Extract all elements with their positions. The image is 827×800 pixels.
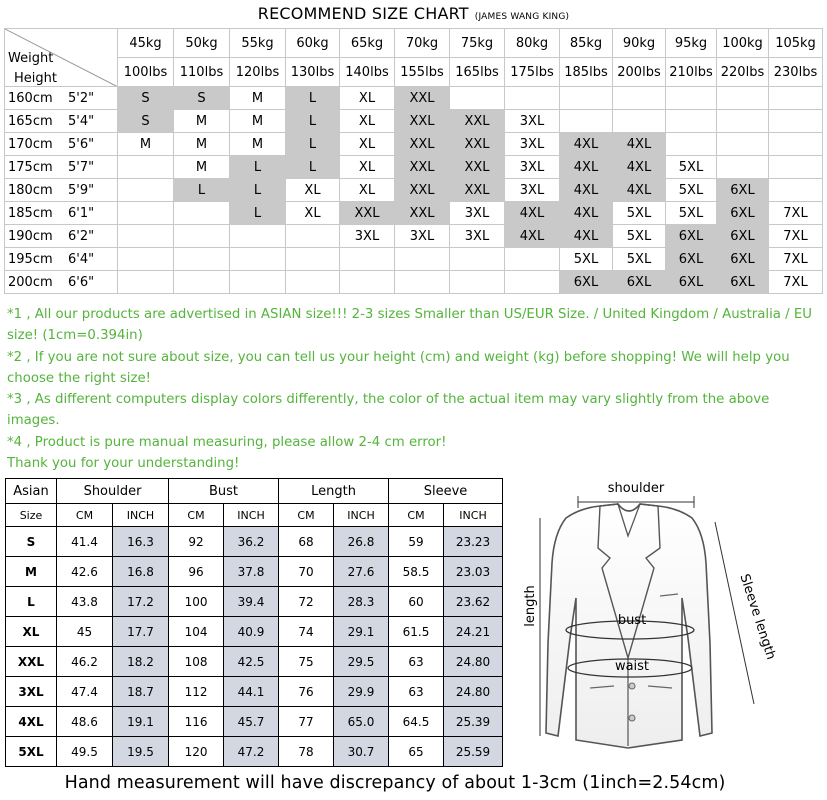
size-cell: 3XL [450,225,505,248]
size-cell [174,202,230,225]
measure-value: 47.2 [224,737,279,767]
measure-value: 104 [169,617,224,647]
measure-value: 24.21 [444,617,503,647]
measure-value: 65 [389,737,444,767]
size-name: M [6,557,57,587]
weight-lbs-header: 165lbs [450,58,505,87]
size-cell [286,225,340,248]
measure-row [6,737,503,767]
weight-kg-header: 55kg [230,29,286,58]
size-cell: S [174,87,230,110]
measure-row [6,647,503,677]
size-cell [230,248,286,271]
size-cell: XL [340,156,395,179]
size-cell: 4XL [505,225,560,248]
height-cm [5,156,118,179]
measure-value: 96 [169,557,224,587]
weight-kg-header: 75kg [450,29,505,58]
measure-value: 60 [389,587,444,617]
weight-lbs-header: 175lbs [505,58,560,87]
measure-value: 18.2 [113,647,169,677]
weight-lbs-header: 155lbs [395,58,450,87]
size-cell: 4XL [560,179,613,202]
size-cell: 3XL [505,133,560,156]
size-cell [118,271,174,294]
size-cell: XL [286,179,340,202]
unit-header: INCH [224,504,279,527]
size-cell [118,156,174,179]
measure-value: 29.1 [334,617,389,647]
measure-value: 44.1 [224,677,279,707]
size-name: XL [6,617,57,647]
size-cell [174,225,230,248]
size-cell [769,133,823,156]
measure-group-header: Length [279,479,389,504]
weight-lbs-header: 140lbs [340,58,395,87]
measure-value: 23.62 [444,587,503,617]
size-cell: 3XL [505,179,560,202]
note-line: *3 , As different computers display colors differently, the color of the actual item may vary slightly from the above images. [7,392,770,429]
height-ft-value: 6'1" [68,205,95,221]
size-cell: 6XL [613,271,666,294]
size-cell [769,110,823,133]
height-ft-value: 5'4" [68,113,95,129]
size-cell [717,87,769,110]
size-cell: 3XL [505,110,560,133]
measure-value: 39.4 [224,587,279,617]
measure-group-header: Sleeve [389,479,503,504]
size-cell [717,156,769,179]
size-cell [613,87,666,110]
size-cell [286,248,340,271]
measure-value: 100 [169,587,224,617]
size-cell: L [230,179,286,202]
measure-value: 65.0 [334,707,389,737]
size-cell: XL [286,202,340,225]
measure-value: 45 [57,617,113,647]
size-cell [717,133,769,156]
measure-value: 120 [169,737,224,767]
size-cell: L [286,87,340,110]
size-cell: XXL [450,179,505,202]
size-cell [118,248,174,271]
measure-value: 58.5 [389,557,444,587]
size-cell [769,87,823,110]
weight-lbs-header: 100lbs [118,58,174,87]
unit-header: CM [169,504,224,527]
measure-value: 25.39 [444,707,503,737]
size-cell: 3XL [340,225,395,248]
size-cell: XXL [395,133,450,156]
size-cell [340,248,395,271]
size-name: L [6,587,57,617]
height-cm [5,202,118,225]
height-cm-value: 195cm [8,251,53,267]
size-cell: XXL [395,87,450,110]
size-cell: XXL [340,202,395,225]
measure-value: 17.2 [113,587,169,617]
note-line: *4 , Product is pure manual measuring, please allow 2-4 cm error! [7,434,447,450]
size-cell [505,87,560,110]
size-cell: XL [340,179,395,202]
size-cell [769,179,823,202]
size-cell: XXL [395,156,450,179]
height-cm [5,179,118,202]
size-name: XXL [6,647,57,677]
size-cell: 3XL [395,225,450,248]
size-cell: M [230,110,286,133]
chart-title-text: RECOMMEND SIZE CHART [257,4,469,23]
size-cell: XL [340,133,395,156]
measure-value: 23.23 [444,527,503,557]
waist-label: waist [614,659,650,674]
weight-kg-row [5,29,823,58]
measure-value: 30.7 [334,737,389,767]
measure-value: 24.80 [444,647,503,677]
size-row [5,156,823,179]
measure-value: 70 [279,557,334,587]
notes-section [7,304,817,474]
size-cell: L [286,110,340,133]
unit-header: CM [389,504,444,527]
size-cell: 6XL [717,271,769,294]
size-cell [286,271,340,294]
size-cell: 6XL [717,202,769,225]
height-cm-value: 185cm [8,205,53,221]
size-cell: 7XL [769,248,823,271]
size-cell: L [230,156,286,179]
weight-kg-header: 70kg [395,29,450,58]
weight-kg-header: 105kg [769,29,823,58]
measure-value: 42.6 [57,557,113,587]
height-ft-value: 6'4" [68,251,95,267]
height-label: Height [14,71,57,86]
measure-value: 61.5 [389,617,444,647]
weight-height-corner [5,29,118,87]
measure-value: 72 [279,587,334,617]
measure-value: 37.8 [224,557,279,587]
size-cell: M [174,133,230,156]
unit-header: INCH [334,504,389,527]
measure-value: 78 [279,737,334,767]
measure-value: 68 [279,527,334,557]
height-ft-value: 5'6" [68,136,95,152]
measure-value: 46.2 [57,647,113,677]
size-row [5,248,823,271]
size-cell: L [286,133,340,156]
height-ft-value: 5'7" [68,159,95,175]
size-cell: 6XL [717,248,769,271]
height-cm-value: 160cm [8,90,53,106]
measure-value: 108 [169,647,224,677]
size-cell: XXL [450,110,505,133]
weight-lbs-row [5,58,823,87]
measure-value: 49.5 [57,737,113,767]
size-cell [505,248,560,271]
size-cell [230,225,286,248]
weight-kg-header: 100kg [717,29,769,58]
weight-kg-header: 95kg [666,29,717,58]
size-row [5,133,823,156]
size-cell [450,271,505,294]
size-chart-table [4,28,823,294]
size-cell: XXL [395,179,450,202]
measure-value: 63 [389,677,444,707]
size-cell: XXL [395,202,450,225]
measure-row [6,587,503,617]
measure-value: 42.5 [224,647,279,677]
size-cell: 4XL [613,179,666,202]
shoulder-label: shoulder [607,481,665,496]
weight-lbs-header: 230lbs [769,58,823,87]
size-row [5,225,823,248]
size-row [5,179,823,202]
measure-value: 92 [169,527,224,557]
size-row [5,202,823,225]
weight-kg-header: 90kg [613,29,666,58]
height-cm-value: 175cm [8,159,53,175]
size-cell: XL [340,110,395,133]
size-cell: 4XL [505,202,560,225]
size-cell [340,271,395,294]
height-cm-value: 170cm [8,136,53,152]
sleeve-label: Sleeve length [736,572,779,662]
size-cell: XL [340,87,395,110]
size-name: 5XL [6,737,57,767]
measure-value: 26.8 [334,527,389,557]
size-cell: 3XL [450,202,505,225]
size-name: 4XL [6,707,57,737]
measure-value: 116 [169,707,224,737]
weight-lbs-header: 220lbs [717,58,769,87]
measure-value: 25.59 [444,737,503,767]
measure-header-row [6,479,503,504]
size-cell [560,110,613,133]
size-cell: 6XL [717,179,769,202]
measure-value: 64.5 [389,707,444,737]
size-cell: 4XL [560,202,613,225]
measure-value: 59 [389,527,444,557]
weight-lbs-header: 120lbs [230,58,286,87]
unit-header: CM [279,504,334,527]
weight-kg-header: 85kg [560,29,613,58]
measure-value: 36.2 [224,527,279,557]
weight-kg-header: 80kg [505,29,560,58]
size-cell: 6XL [666,248,717,271]
measure-value: 41.4 [57,527,113,557]
measure-value: 75 [279,647,334,677]
measure-value: 28.3 [334,587,389,617]
weight-lbs-header: 200lbs [613,58,666,87]
jacket-illustration [510,478,817,763]
height-cm [5,87,118,110]
measure-value: 48.6 [57,707,113,737]
size-cell [395,248,450,271]
size-cell [450,248,505,271]
size-cell: 7XL [769,271,823,294]
size-cell: 5XL [560,248,613,271]
size-cell: 6XL [560,271,613,294]
measure-value: 16.3 [113,527,169,557]
size-cell: 6XL [666,225,717,248]
weight-lbs-header: 130lbs [286,58,340,87]
size-cell: 5XL [613,248,666,271]
measure-value: 29.9 [334,677,389,707]
bust-label: bust [617,613,647,628]
size-cell: 7XL [769,202,823,225]
measure-value: 43.8 [57,587,113,617]
measure-row [6,527,503,557]
size-cell: 4XL [613,133,666,156]
measure-row [6,677,503,707]
measure-value: 17.7 [113,617,169,647]
measure-value: 40.9 [224,617,279,647]
footer-note: Hand measurement will have discrepancy of about 1-3cm (1inch=2.54cm) [64,773,726,793]
unit-header: CM [57,504,113,527]
height-cm [5,248,118,271]
size-cell [118,225,174,248]
size-row [5,271,823,294]
size-cell [174,248,230,271]
size-cell: XXL [450,133,505,156]
measure-value: 29.5 [334,647,389,677]
size-cell: S [118,87,174,110]
measure-value: 45.7 [224,707,279,737]
weight-lbs-header: 185lbs [560,58,613,87]
measure-value: 77 [279,707,334,737]
size-cell [613,110,666,133]
height-ft-value: 6'2" [68,228,95,244]
measurement-table [5,478,503,767]
measure-value: 19.5 [113,737,169,767]
size-cell: 6XL [717,225,769,248]
weight-lbs-header: 110lbs [174,58,230,87]
size-cell [666,133,717,156]
size-cell [769,156,823,179]
size-cell: 5XL [666,156,717,179]
weight-kg-header: 60kg [286,29,340,58]
weight-lbs-header: 210lbs [666,58,717,87]
size-cell: 5XL [613,225,666,248]
size-cell: 5XL [666,179,717,202]
brand-name: (JAMES WANG KING) [474,12,570,22]
size-cell: L [174,179,230,202]
size-cell: 7XL [769,225,823,248]
height-cm [5,110,118,133]
height-cm [5,133,118,156]
asian-label: Asian [6,479,57,504]
size-cell: 4XL [560,133,613,156]
size-name: S [6,527,57,557]
size-cell: M [118,133,174,156]
size-cell [118,202,174,225]
height-cm-value: 200cm [8,274,53,290]
size-cell: 5XL [613,202,666,225]
measure-value: 112 [169,677,224,707]
size-cell [118,179,174,202]
chart-title [0,0,827,28]
size-cell: 6XL [666,271,717,294]
measure-row [6,617,503,647]
length-label: length [523,585,538,627]
note-line: *2 , If you are not sure about size, you can tell us your height (cm) and weight (kg) before shopping! We will help you choose the right size! [7,349,790,386]
size-cell: 4XL [613,156,666,179]
measure-value: 19.1 [113,707,169,737]
measure-value: 27.6 [334,557,389,587]
size-cell [717,110,769,133]
weight-kg-header: 45kg [118,29,174,58]
measure-value: 24.80 [444,677,503,707]
weight-kg-header: 65kg [340,29,395,58]
weight-kg-header: 50kg [174,29,230,58]
size-cell: M [230,87,286,110]
height-cm [5,225,118,248]
measure-unit-row [6,504,503,527]
size-cell: S [118,110,174,133]
size-cell: M [174,110,230,133]
jacket-diagram [510,478,817,763]
size-cell: 4XL [560,156,613,179]
size-cell [174,271,230,294]
size-cell: M [230,133,286,156]
measure-value: 74 [279,617,334,647]
size-cell [560,87,613,110]
note-line: *1 , All our products are advertised in ASIAN size!!! 2-3 sizes Smaller than US/EUR Size. / United Kingdom / Australia / EU size! (1cm=0.394in) [7,307,813,344]
size-name: 3XL [6,677,57,707]
size-cell: XXL [395,110,450,133]
height-cm-value: 165cm [8,113,53,129]
size-cell: XXL [450,156,505,179]
height-ft-value: 5'2" [68,90,95,106]
unit-header: INCH [444,504,503,527]
unit-header: INCH [113,504,169,527]
height-cm-value: 190cm [8,228,53,244]
weight-label: Weight [8,51,54,66]
size-cell: 3XL [505,156,560,179]
measure-value: 18.7 [113,677,169,707]
measure-value: 63 [389,647,444,677]
size-cell [505,271,560,294]
measure-group-header: Shoulder [57,479,169,504]
size-cell [666,110,717,133]
size-cell [450,87,505,110]
measure-group-header: Bust [169,479,279,504]
measure-value: 16.8 [113,557,169,587]
height-ft-value: 6'6" [68,274,95,290]
size-row [5,110,823,133]
measure-value: 47.4 [57,677,113,707]
size-cell [666,87,717,110]
size-row [5,87,823,110]
measure-row [6,707,503,737]
size-cell: M [174,156,230,179]
height-cm-value: 180cm [8,182,53,198]
note-line: Thank you for your understanding! [7,456,240,472]
size-cell: L [286,156,340,179]
height-ft-value: 5'9" [68,182,95,198]
size-label: Size [6,504,57,527]
height-cm [5,271,118,294]
measure-row [6,557,503,587]
measure-value: 76 [279,677,334,707]
size-cell [395,271,450,294]
size-cell: L [230,202,286,225]
size-cell: 5XL [666,202,717,225]
size-cell [230,271,286,294]
size-cell: 4XL [560,225,613,248]
measure-value: 23.03 [444,557,503,587]
